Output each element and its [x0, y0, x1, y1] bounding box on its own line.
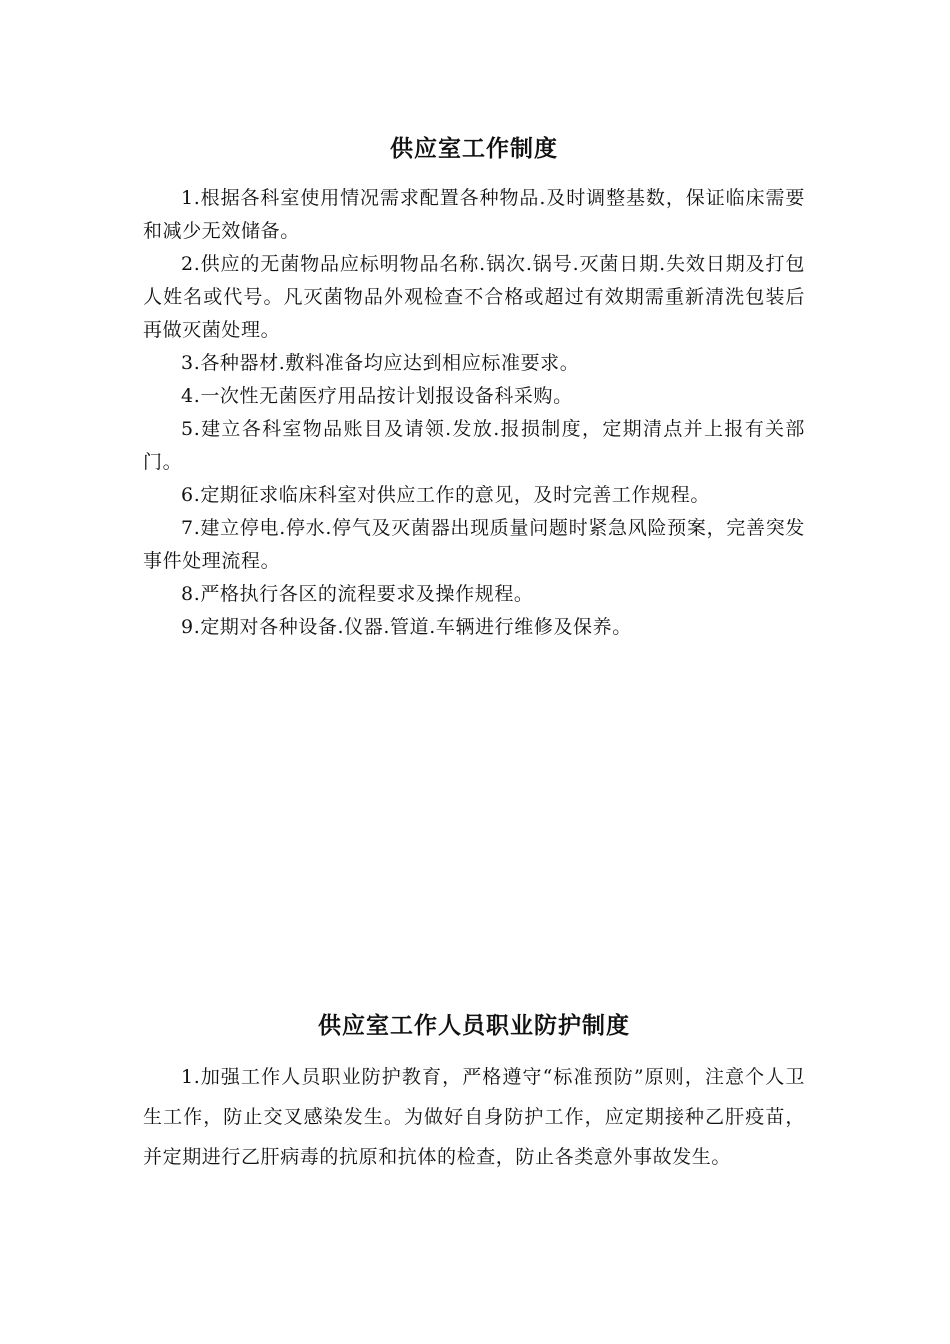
rule-item-9: 9.定期对各种设备.仪器.管道.车辆进行维修及保养。 [181, 616, 632, 638]
rule-item-3: 3.各种器材.敷料准备均应达到相应标准要求。 [181, 352, 580, 374]
rule-item-5: 5.建立各科室物品账目及请领.发放.报损制度，定期清点并上报有关部门。 [143, 418, 805, 473]
supply-room-work-rules-section [143, 130, 805, 644]
section-title: 供应室工作人员职业防护制度 [318, 1013, 630, 1039]
protection-item-1: 1.加强工作人员职业防护教育，严格遵守“标准预防”原则，注意个人卫生工作，防止交叉感染发生。为做好自身防护工作，应定期接种乙肝疫苗，并定期进行乙肝病毒的抗原和抗体的检查，防止各类意外事故发生。 [143, 1066, 805, 1168]
rule-item-4: 4.一次性无菌医疗用品按计划报设备科采购。 [181, 385, 573, 407]
rule-item-1: 1.根据各科室使用情况需求配置各种物品.及时调整基数，保证临床需要和减少无效储备。 [143, 187, 805, 242]
rule-item-6: 6.定期征求临床科室对供应工作的意见，及时完善工作规程。 [181, 484, 710, 506]
rule-item-8: 8.严格执行各区的流程要求及操作规程。 [181, 583, 534, 605]
rule-item-7: 7.建立停电.停水.停气及灭菌器出现质量问题时紧急风险预案，完善突发事件处理流程。 [143, 517, 805, 572]
section-title: 供应室工作制度 [390, 136, 558, 162]
occupational-protection-rules-section [143, 1007, 805, 1177]
rule-item-2: 2.供应的无菌物品应标明物品名称.锅次.锅号.灭菌日期.失效日期及打包人姓名或代号。凡灭菌物品外观检查不合格或超过有效期需重新清洗包装后再做灭菌处理。 [143, 253, 805, 341]
